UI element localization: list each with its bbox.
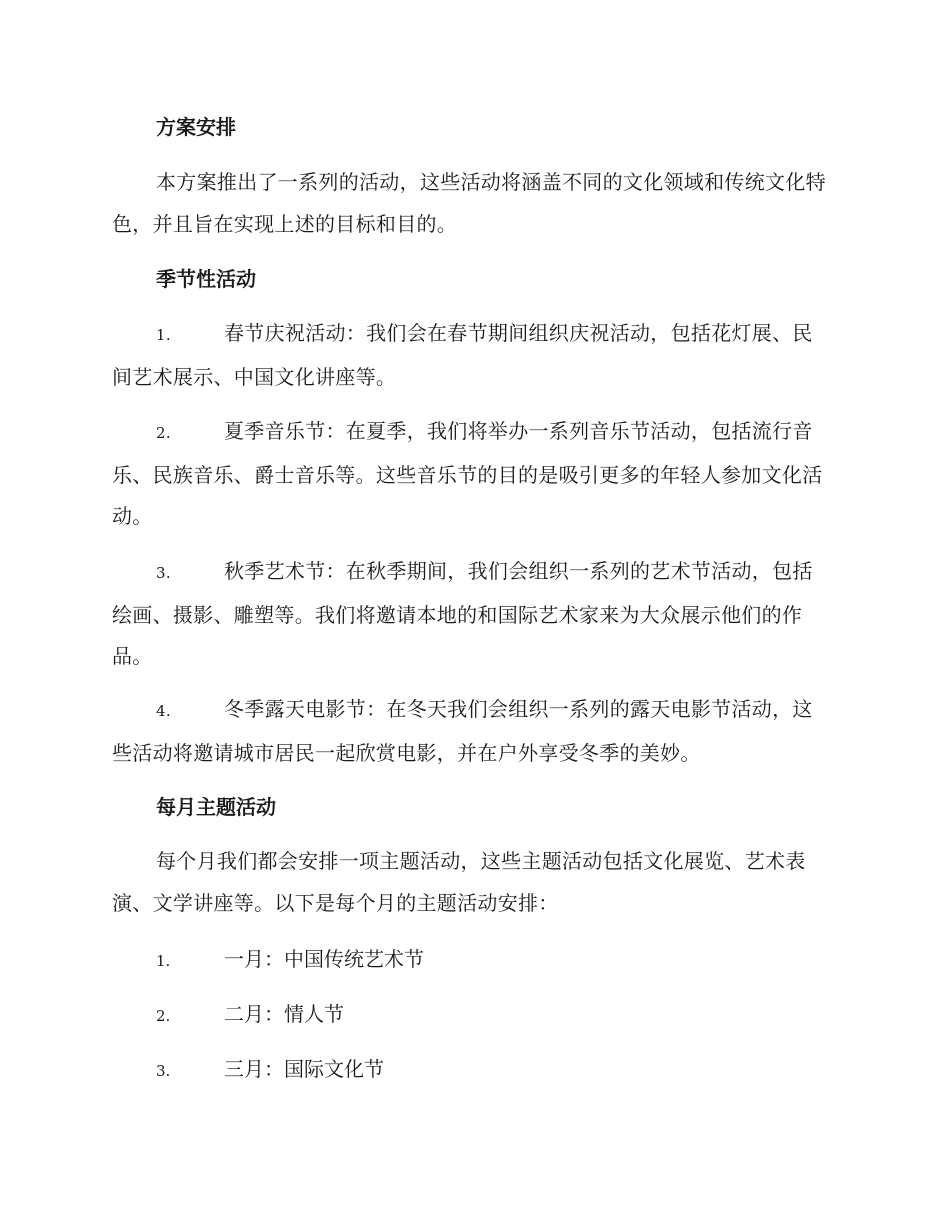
section-heading-monthly: 每月主题活动 — [156, 795, 276, 819]
list-number: 3. — [156, 564, 171, 582]
monthly-intro-paragraph: 每个月我们都会安排一项主题活动，这些主题活动包括文化展览、艺术表演、文学讲座等。以下是每个月的主题活动安排： — [112, 849, 806, 915]
list-number: 1. — [156, 952, 171, 970]
list-item-text: 秋季艺术节：在秋季期间，我们会组织一系列的艺术节活动，包括绘画、摄影、雕塑等。我们将邀请本地的和国际艺术家来为大众展示他们的作品。 — [112, 559, 813, 668]
list-number: 3. — [156, 1062, 171, 1080]
list-item-text: 冬季露天电影节：在冬天我们会组织一系列的露天电影节活动，这些活动将邀请城市居民一起欣赏电影，并在户外享受冬季的美妙。 — [112, 697, 813, 765]
list-number: 2. — [156, 1007, 171, 1025]
list-number: 1. — [156, 326, 171, 344]
monthly-list-item — [112, 1055, 832, 1085]
section-heading-seasonal: 季节性活动 — [156, 267, 256, 291]
section-heading-plan: 方案安排 — [156, 115, 236, 139]
seasonal-list-item — [112, 313, 832, 398]
list-item-text: 春节庆祝活动：我们会在春节期间组织庆祝活动，包括花灯展、民间艺术展示、中国文化讲座等。 — [112, 321, 813, 389]
list-item-text: 夏季音乐节：在夏季，我们将举办一系列音乐节活动，包括流行音乐、民族音乐、爵士音乐等。这些音乐节的目的是吸引更多的年轻人参加文化活动。 — [112, 419, 823, 528]
seasonal-list-item — [112, 551, 832, 678]
list-number: 2. — [156, 424, 171, 442]
list-number: 4. — [156, 702, 171, 720]
seasonal-list-item — [112, 411, 832, 538]
list-item-text: 三月：国际文化节 — [224, 1057, 384, 1081]
plan-intro-paragraph: 本方案推出了一系列的活动，这些活动将涵盖不同的文化领域和传统文化特色，并且旨在实现上述的目标和目的。 — [112, 170, 826, 236]
monthly-list-item — [112, 1000, 832, 1030]
list-item-text: 一月：中国传统艺术节 — [224, 947, 424, 971]
list-item-text: 二月：情人节 — [224, 1002, 344, 1026]
monthly-list-item — [112, 945, 832, 975]
seasonal-list-item — [112, 689, 832, 774]
